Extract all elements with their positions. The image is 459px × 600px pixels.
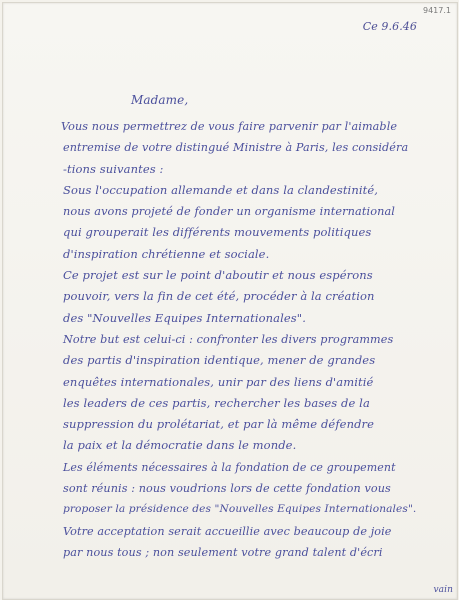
- body-line: Notre but est celui-ci : confronter les divers programmes: [63, 332, 394, 346]
- body-line: pouvoir, vers la fin de cet été, procéder à la création: [63, 289, 375, 304]
- body-line: la paix et la démocratie dans le monde.: [63, 438, 297, 453]
- body-line: d'inspiration chrétienne et sociale.: [63, 246, 270, 261]
- body-line: par nous tous ; non seulement votre grand talent d'écri: [63, 545, 383, 559]
- body-line: des partis d'inspiration identique, mener de grandes: [63, 353, 376, 368]
- salutation: Madame,: [131, 93, 189, 107]
- body-line: Vous nous permettrez de vous faire parvenir par l'aimable: [61, 120, 398, 133]
- body-line: entremise de votre distingué Ministre à Paris, les considéra: [63, 141, 409, 155]
- continuation-word: vain: [433, 585, 453, 595]
- body-line: des "Nouvelles Equipes Internationales".: [63, 310, 306, 325]
- archive-reference-number: 9417.1: [423, 6, 451, 15]
- body-line: Ce projet est sur le point d'aboutir et nous espérons: [63, 268, 373, 283]
- body-line: Votre acceptation serait accueillie avec beaucoup de joie: [63, 524, 392, 538]
- body-line: enquêtes internationales, unir par des liens d'amitié: [63, 374, 374, 389]
- body-line: -tions suivantes :: [63, 161, 164, 176]
- body-line: proposer la présidence des "Nouvelles Equipes Internationales".: [63, 503, 417, 516]
- body-line: nous avons projeté de fonder un organisme international: [63, 205, 396, 219]
- body-line: les leaders de ces partis, rechercher les bases de la: [63, 395, 370, 410]
- body-line: suppression du prolétariat, et par là même défendre: [63, 417, 375, 432]
- letter-date: Ce 9.6.46: [362, 20, 417, 33]
- body-line: Les éléments nécessaires à la fondation de ce groupement: [63, 460, 396, 474]
- body-line: qui grouperait les différents mouvements politiques: [63, 225, 372, 240]
- letter-page: [2, 2, 458, 600]
- letter-body: [61, 116, 457, 563]
- body-line: Sous l'occupation allemande et dans la clandestinité,: [63, 182, 378, 197]
- body-line: sont réunis : nous voudrions lors de cette fondation vous: [63, 482, 391, 496]
